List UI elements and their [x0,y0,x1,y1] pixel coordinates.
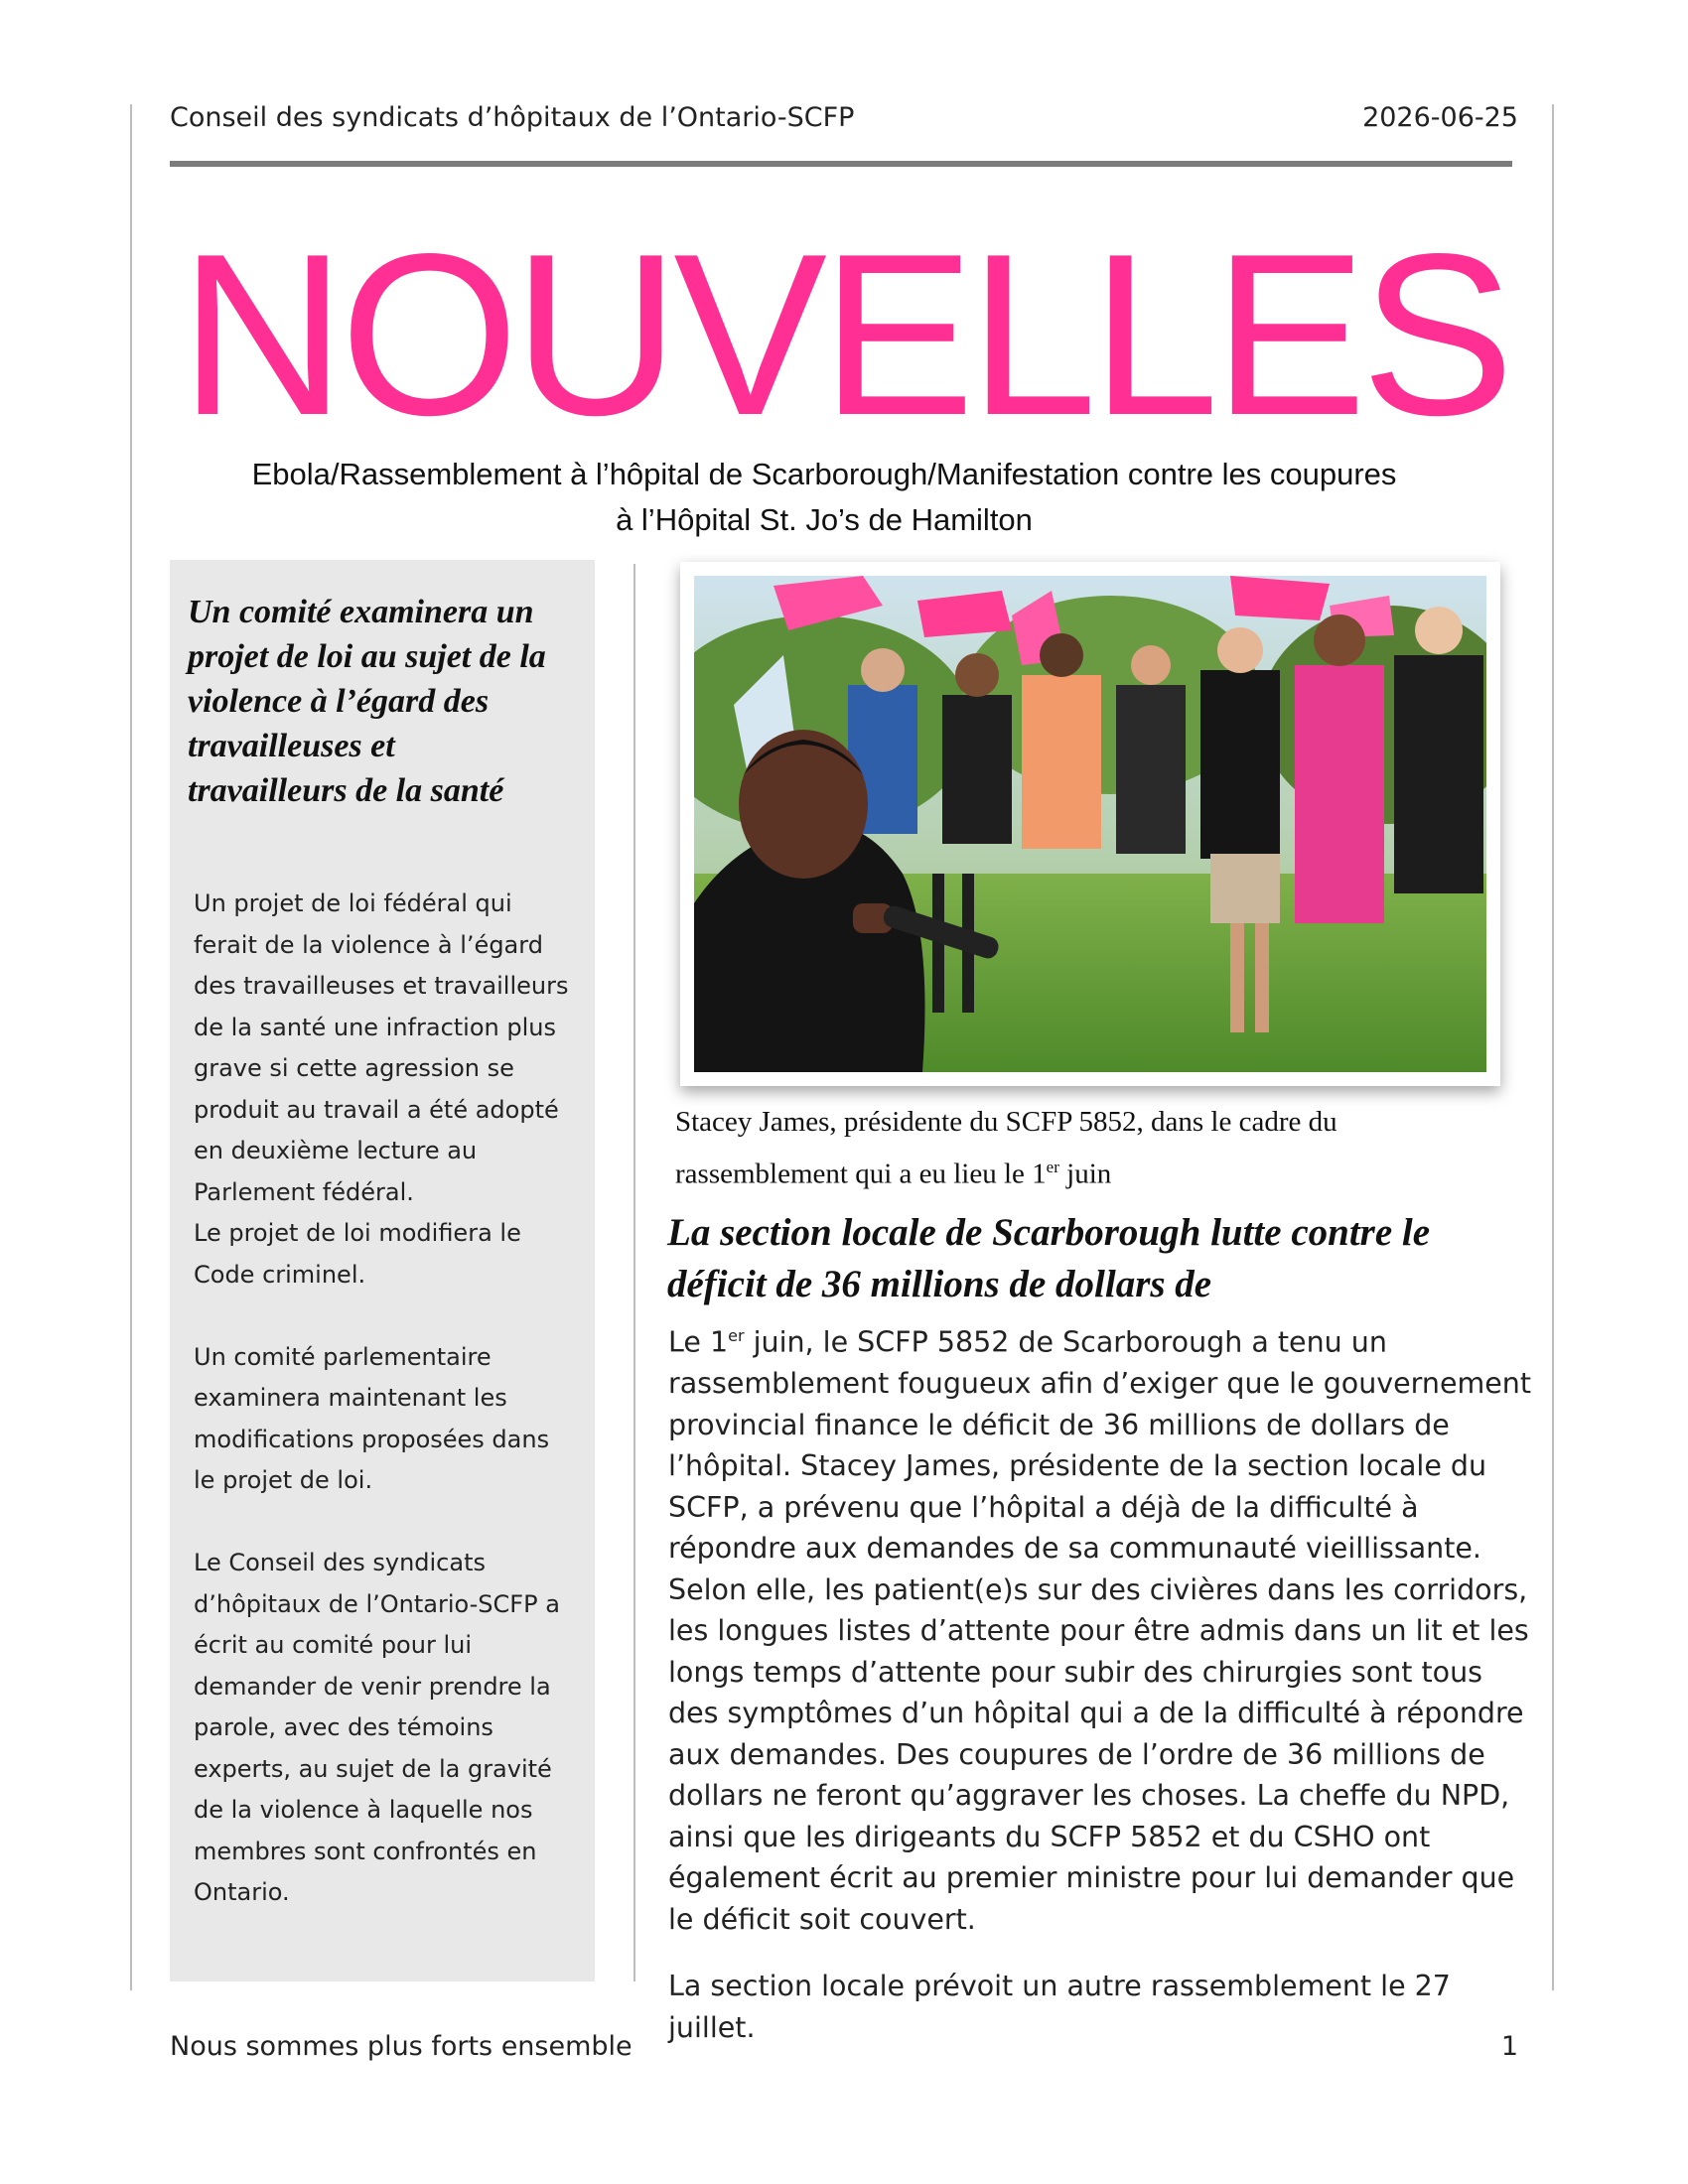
photo-caption [675,1100,1509,1197]
sidebar-title: Un comité examinera un projet de loi au sujet de la violence à l’égard des travailleuses et travailleurs de la santé [188,594,546,809]
article-intro-start: Le 1 [668,1325,729,1359]
rally-photo [680,562,1500,1086]
sidebar-paragraph-1b: Le projet de loi modifiera le Code criminel. [194,1219,521,1289]
masthead-title: NOUVELLES [179,206,1509,464]
header-date: 2026-06-25 [1362,102,1518,133]
caption-line-2-start: rassemblement qui a eu lieu le 1 [675,1158,1047,1190]
column-divider [633,564,635,1981]
sidebar-box [170,560,595,1981]
article-main-paragraph: juin, le SCFP 5852 de Scarborough a tenu un rassemblement fougueux afin d’exiger que le gouvernement provincial finance le déficit de 36 millions de dollars de l’hôpital. Stacey James, présidente de la section locale du SCFP, a prévenu que l’hôpital a déjà de la difficulté à répondre aux demandes de sa communauté vieillissante. Selon elle, les patient(e)s sur des civières dans les corridors, les longues listes d’attente pour être admis dans un lit et les longs temps d’attente pour subir des chirurgies sont tous des symptômes d’un hôpital qui a de la difficulté à répondre aux demandes. Des coupures de l’ordre de 36 millions de dollars ne feront qu’aggraver les choses. La cheffe du NPD, ainsi que les dirigeants du SCFP 5852 et du CSHO ont également écrit au premier ministre pour lui demander que le déficit soit couvert. [668,1325,1532,1936]
header-rule [170,161,1512,167]
rally-photo-image [694,576,1486,1072]
issue-subtitle [179,452,1470,543]
article-intro-superscript: er [728,1326,745,1345]
caption-line-2-end: juin [1058,1158,1112,1190]
subtitle-line-1: Ebola/Rassemblement à l’hôpital de Scarborough/Manifestation contre les coupures [251,457,1397,491]
sidebar-paragraph-3: Le Conseil des syndicats d’hôpitaux de l’Ontario-SCFP a écrit au comité pour lui demander de venir prendre la parole, avec des témoins experts, au sujet de la gravité de la violence à laquelle nos membres sont confrontés en Ontario. [194,1549,560,1906]
footer-slogan: Nous sommes plus forts ensemble [170,2031,633,2062]
caption-superscript: er [1046,1158,1059,1176]
article-body [668,1315,1532,2074]
subtitle-line-2: à l’Hôpital St. Jo’s de Hamilton [616,502,1033,537]
header-organization: Conseil des syndicats d’hôpitaux de l’Ontario-SCFP [170,102,855,133]
sidebar-body [194,884,576,1955]
article-closing-paragraph: La section locale prévoit un autre rassemblement le 27 juillet. [668,1970,1451,2044]
sidebar-paragraph-1: Un projet de loi fédéral qui ferait de la violence à l’égard des travailleuses et travailleurs de la santé une infraction plus grave si cette agression se produit au travail a été adopté en deuxième lecture au Parlement fédéral. [194,889,569,1206]
caption-line-1: Stacey James, présidente du SCFP 5852, dans le cadre du [675,1106,1337,1138]
sidebar-paragraph-2: Un comité parlementaire examinera maintenant les modifications proposées dans le projet de loi. [194,1342,550,1494]
article-headline: La section locale de Scarborough lutte contre le déficit de 36 millions de dollars de [667,1211,1431,1305]
page-number: 1 [1500,2031,1518,2062]
